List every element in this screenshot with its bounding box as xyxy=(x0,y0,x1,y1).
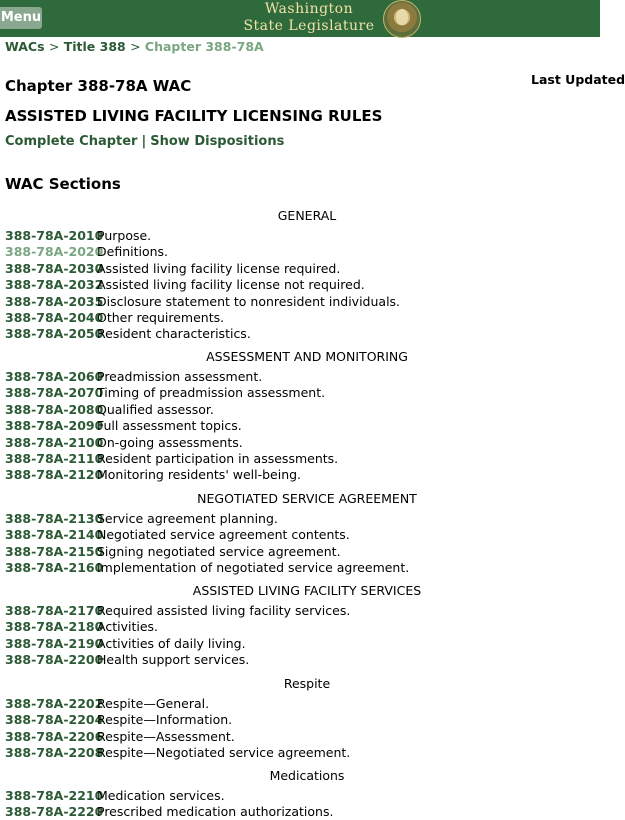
section-number-link[interactable]: 388-78A-2020 xyxy=(5,244,104,260)
breadcrumb-title-388[interactable]: Title 388 xyxy=(63,39,126,54)
section-description: Medication services. xyxy=(97,788,225,803)
section-number-link[interactable]: 388-78A-2010 xyxy=(5,228,104,243)
section-description: Disclosure statement to nonresident individuals. xyxy=(97,293,401,309)
section-description: Assisted living facility license required. xyxy=(97,260,341,276)
section-number-link[interactable]: 388-78A-2140 xyxy=(5,527,104,543)
section-description: Respite—General. xyxy=(97,696,210,711)
section-row xyxy=(5,435,243,451)
section-number-link[interactable]: 388-78A-2060 xyxy=(5,369,104,384)
section-row xyxy=(5,560,409,576)
section-description: Health support services. xyxy=(97,652,250,668)
section-description: Other requirements. xyxy=(97,310,225,325)
section-row xyxy=(5,467,301,483)
section-number-link[interactable]: 388-78A-2100 xyxy=(5,434,104,450)
section-row xyxy=(5,261,340,277)
group-heading: ASSISTED LIVING FACILITY SERVICES xyxy=(192,583,422,598)
section-number-link[interactable]: 388-78A-2180 xyxy=(5,619,104,635)
section-row xyxy=(5,369,262,385)
section-number-link[interactable]: 388-78A-2080 xyxy=(5,401,104,417)
section-row xyxy=(5,544,341,560)
section-row xyxy=(5,228,151,244)
section-description: On-going assessments. xyxy=(97,434,243,450)
section-row xyxy=(5,277,365,293)
show-dispositions-link[interactable]: Show Dispositions xyxy=(150,134,285,149)
section-row xyxy=(5,729,235,745)
section-number-link[interactable]: 388-78A-2206 xyxy=(5,728,104,744)
section-description: Resident characteristics. xyxy=(97,326,251,342)
section-description: Monitoring residents' well-being. xyxy=(97,467,302,483)
section-description: Timing of preadmission assessment. xyxy=(97,385,326,401)
complete-chapter-link[interactable]: Complete Chapter xyxy=(5,134,138,149)
section-row xyxy=(5,696,209,712)
section-number-link[interactable]: 388-78A-2040 xyxy=(5,310,104,325)
section-number-link[interactable]: 388-78A-2210 xyxy=(5,788,104,803)
section-row xyxy=(5,451,338,467)
section-description: Preadmission assessment. xyxy=(97,369,263,384)
page-title: ASSISTED LIVING FACILITY LICENSING RULES xyxy=(5,107,383,125)
section-number-link[interactable]: 388-78A-2160 xyxy=(5,560,104,576)
section-number-link[interactable]: 388-78A-2150 xyxy=(5,543,104,559)
state-seal-icon xyxy=(383,0,421,38)
section-description: Respite—Assessment. xyxy=(97,728,235,744)
section-number-link[interactable]: 388-78A-2070 xyxy=(5,385,104,401)
section-row xyxy=(5,652,249,668)
section-description: Resident participation in assessments. xyxy=(97,451,339,466)
breadcrumb xyxy=(5,39,264,54)
section-description: Full assessment topics. xyxy=(97,418,242,434)
group-heading: ASSESSMENT AND MONITORING xyxy=(206,349,408,364)
section-number-link[interactable]: 388-78A-2220 xyxy=(5,804,104,820)
section-number-link[interactable]: 388-78A-2170 xyxy=(5,603,104,618)
section-row xyxy=(5,326,251,342)
site-logo-text[interactable] xyxy=(236,0,382,35)
section-row xyxy=(5,418,242,434)
site-header xyxy=(0,0,600,37)
section-row xyxy=(5,603,350,619)
section-description: Respite—Negotiated service agreement. xyxy=(97,745,351,761)
section-row xyxy=(5,511,278,527)
section-description: Required assisted living facility services. xyxy=(97,603,351,618)
section-description: Signing negotiated service agreement. xyxy=(97,543,341,559)
breadcrumb-separator: > xyxy=(130,39,141,54)
section-row xyxy=(5,527,350,543)
section-row xyxy=(5,619,158,635)
section-row xyxy=(5,636,246,652)
section-description: Service agreement planning. xyxy=(97,511,278,526)
section-description: Activities. xyxy=(97,619,158,635)
sections-heading: WAC Sections xyxy=(5,175,121,193)
section-number-link[interactable]: 388-78A-2120 xyxy=(5,467,104,483)
section-row xyxy=(5,294,400,310)
section-description: Respite—Information. xyxy=(97,712,233,728)
section-description: Assisted living facility license not required. xyxy=(97,277,365,293)
section-number-link[interactable]: 388-78A-2204 xyxy=(5,712,104,728)
section-number-link[interactable]: 388-78A-2202 xyxy=(5,696,104,711)
section-description: Implementation of negotiated service agreement. xyxy=(97,560,410,576)
section-number-link[interactable]: 388-78A-2032 xyxy=(5,277,104,293)
section-row xyxy=(5,385,325,401)
brand-line-2: State Legislature xyxy=(243,18,375,34)
section-row xyxy=(5,402,214,418)
section-description: Prescribed medication authorizations. xyxy=(97,804,334,820)
section-number-link[interactable]: 388-78A-2050 xyxy=(5,326,104,342)
group-heading: Respite xyxy=(283,676,331,691)
section-number-link[interactable]: 388-78A-2208 xyxy=(5,745,104,761)
breadcrumb-current-chapter[interactable]: Chapter 388-78A xyxy=(144,39,264,54)
section-number-link[interactable]: 388-78A-2200 xyxy=(5,652,104,668)
section-row xyxy=(5,712,232,728)
breadcrumb-wacs[interactable]: WACs xyxy=(5,39,45,54)
section-description: Qualified assessor. xyxy=(97,401,214,417)
group-heading: Medications xyxy=(269,768,345,783)
group-heading: NEGOTIATED SERVICE AGREEMENT xyxy=(197,491,417,506)
section-row xyxy=(5,745,350,761)
section-number-link[interactable]: 388-78A-2030 xyxy=(5,260,104,276)
chapter-title: Chapter 388-78A WAC xyxy=(5,77,192,95)
brand-line-1: Washington xyxy=(264,1,354,17)
section-row xyxy=(5,244,168,260)
section-number-link[interactable]: 388-78A-2190 xyxy=(5,635,104,651)
section-description: Purpose. xyxy=(97,228,152,243)
section-number-link[interactable]: 388-78A-2110 xyxy=(5,451,104,466)
link-divider: | xyxy=(141,134,147,149)
menu-button[interactable]: Menu xyxy=(0,7,42,29)
section-description: Negotiated service agreement contents. xyxy=(97,527,350,543)
section-number-link[interactable]: 388-78A-2035 xyxy=(5,293,104,309)
section-number-link[interactable]: 388-78A-2130 xyxy=(5,511,104,526)
section-description: Definitions. xyxy=(97,244,169,260)
section-number-link[interactable]: 388-78A-2090 xyxy=(5,418,104,434)
section-row xyxy=(5,310,224,326)
breadcrumb-separator: > xyxy=(48,39,60,54)
section-row xyxy=(5,804,333,820)
chapter-links xyxy=(5,134,284,149)
group-heading: GENERAL xyxy=(277,208,337,223)
last-updated-label: Last Updated xyxy=(531,72,625,87)
section-description: Activities of daily living. xyxy=(97,635,246,651)
section-row xyxy=(5,788,225,804)
